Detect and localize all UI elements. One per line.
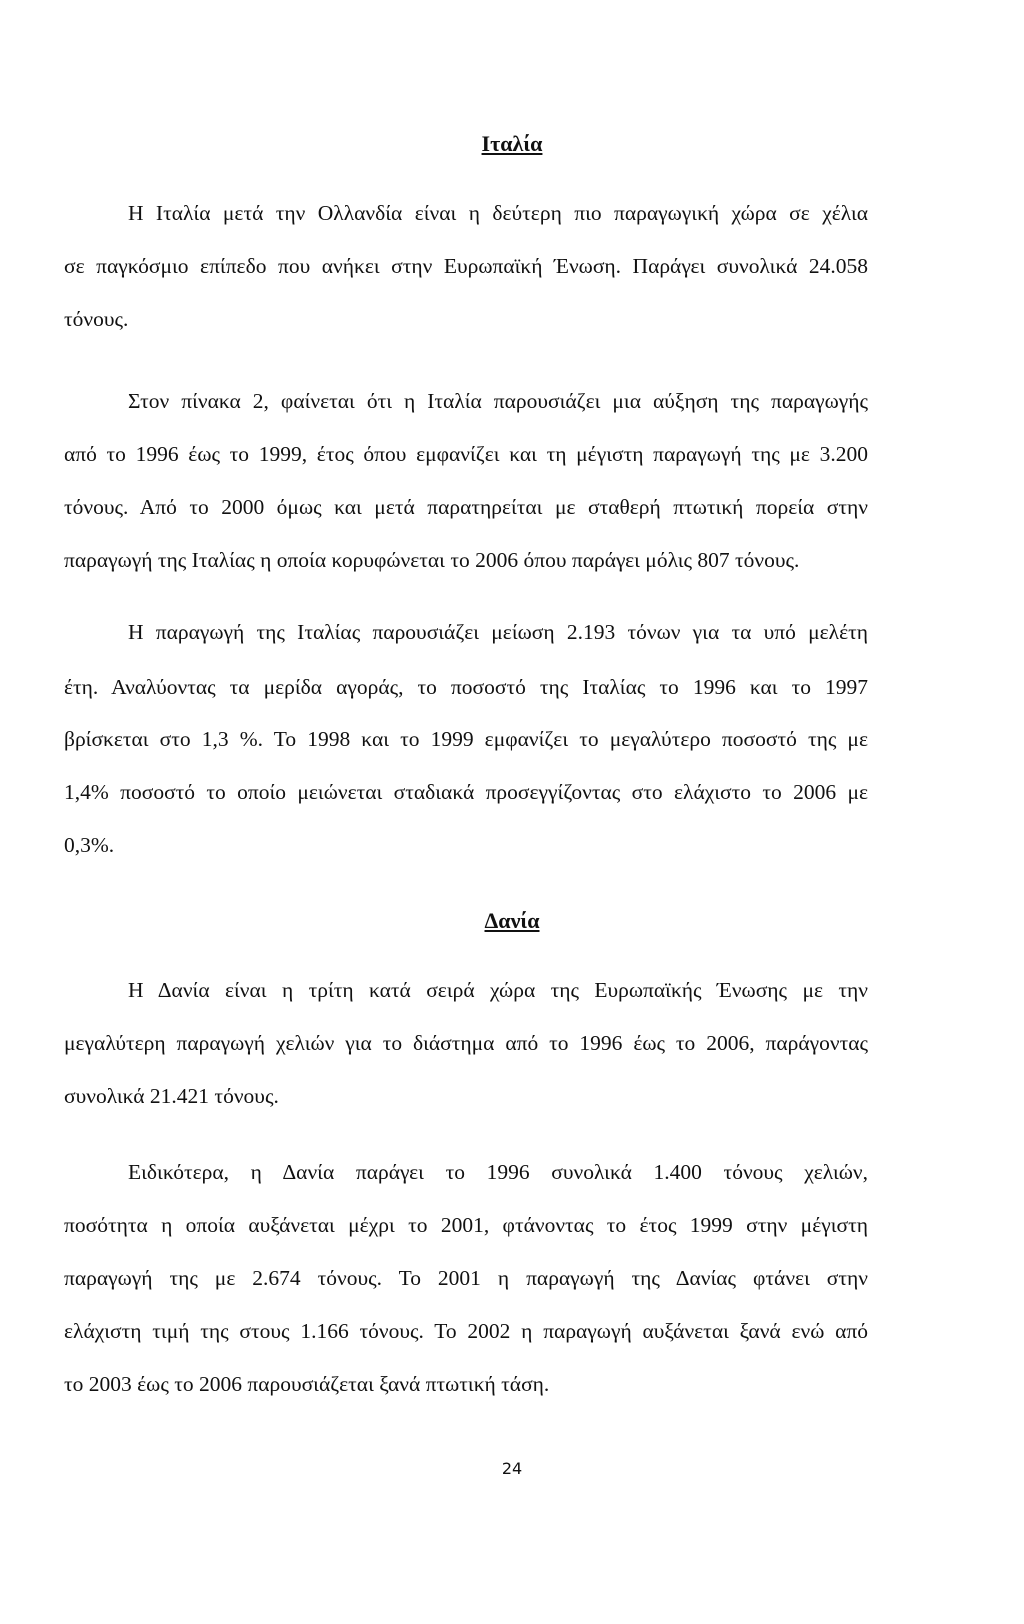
- paragraph-line: παραγωγή της με 2.674 τόνους. Το 2001 η παραγωγή της Δανίας φτάνει στην: [64, 1266, 868, 1290]
- paragraph-line: ποσότητα η οποία αυξάνεται μέχρι το 2001, φτάνοντας το έτος 1999 στην μέγιστη: [64, 1213, 868, 1237]
- paragraph-line: Ειδικότερα, η Δανία παράγει το 1996 συνολικά 1.400 τόνους χελιών,: [128, 1160, 868, 1184]
- paragraph-line: συνολικά 21.421 τόνους.: [64, 1084, 279, 1108]
- paragraph-line: σε παγκόσμιο επίπεδο που ανήκει στην Ευρωπαϊκή Ένωση. Παράγει συνολικά 24.058: [64, 254, 868, 278]
- paragraph-line: τόνους.: [64, 307, 129, 331]
- paragraph-line: Η παραγωγή της Ιταλίας παρουσιάζει μείωση 2.193 τόνων για τα υπό μελέτη: [128, 620, 868, 644]
- paragraph-line: Η Δανία είναι η τρίτη κατά σειρά χώρα της Ευρωπαϊκής Ένωσης με την: [128, 978, 868, 1002]
- paragraph-line: 0,3%.: [64, 833, 115, 857]
- section-heading-denmark: Δανία: [484, 908, 540, 933]
- paragraph-line: βρίσκεται στο 1,3 %. Το 1998 και το 1999 εμφανίζει το μεγαλύτερο ποσοστό της με: [64, 727, 868, 751]
- paragraph-line: από το 1996 έως το 1999, έτος όπου εμφανίζει και τη μέγιστη παραγωγή της με 3.200: [64, 442, 868, 466]
- paragraph-line: μεγαλύτερη παραγωγή χελιών για το διάστημα από το 1996 έως το 2006, παράγοντας: [64, 1031, 868, 1055]
- section-heading-italy: Ιταλία: [481, 131, 543, 156]
- paragraph-line: ελάχιστη τιμή της στους 1.166 τόνους. Το 2002 η παραγωγή αυξάνεται ξανά ενώ από: [64, 1319, 868, 1343]
- page-number: 24: [501, 1459, 523, 1478]
- paragraph-line: τόνους. Από το 2000 όμως και μετά παρατηρείται με σταθερή πτωτική πορεία στην: [64, 495, 868, 519]
- paragraph-line: το 2003 έως το 2006 παρουσιάζεται ξανά πτωτική τάση.: [64, 1372, 550, 1396]
- paragraph-line: Στον πίνακα 2, φαίνεται ότι η Ιταλία παρουσιάζει μια αύξηση της παραγωγής: [128, 389, 868, 413]
- paragraph-line: 1,4% ποσοστό το οποίο μειώνεται σταδιακά προσεγγίζοντας στο ελάχιστο το 2006 με: [64, 780, 868, 804]
- paragraph-line: έτη. Αναλύοντας τα μερίδα αγοράς, το ποσοστό της Ιταλίας το 1996 και το 1997: [64, 675, 868, 699]
- paragraph-line: παραγωγή της Ιταλίας η οποία κορυφώνεται το 2006 όπου παράγει μόλις 807 τόνους.: [64, 548, 800, 572]
- paragraph-line: Η Ιταλία μετά την Ολλανδία είναι η δεύτερη πιο παραγωγική χώρα σε χέλια: [128, 201, 868, 225]
